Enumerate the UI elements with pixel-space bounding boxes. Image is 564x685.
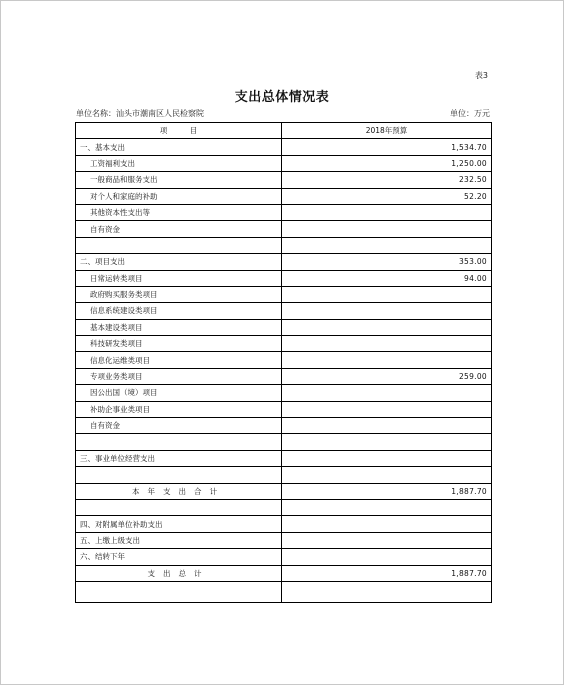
- row-label: 信息系统建设类项目: [76, 303, 282, 319]
- row-value: 1,887.70: [282, 565, 492, 581]
- row-label: 本年支出合计: [76, 483, 282, 499]
- table-row: [76, 499, 492, 515]
- row-value: [282, 532, 492, 548]
- unit-name-label: 单位名称：汕头市潮南区人民检察院: [76, 109, 204, 118]
- row-value: 52.20: [282, 188, 492, 204]
- row-value: [282, 549, 492, 565]
- table-row: [76, 368, 492, 384]
- row-label: 四、对附属单位补助支出: [76, 516, 282, 532]
- table-row: [76, 188, 492, 204]
- table-row: [76, 270, 492, 286]
- row-label: 基本建设类项目: [76, 319, 282, 335]
- row-value: [282, 204, 492, 220]
- row-value: [282, 286, 492, 302]
- table-row: [76, 565, 492, 581]
- row-label: 一般商品和服务支出: [76, 172, 282, 188]
- row-label: 工资福利支出: [76, 155, 282, 171]
- row-label: 支出总计: [76, 565, 282, 581]
- table-row: [76, 172, 492, 188]
- table-row: [76, 303, 492, 319]
- row-value: [282, 237, 492, 253]
- table-row: [76, 336, 492, 352]
- table-row: [76, 483, 492, 499]
- row-value: 94.00: [282, 270, 492, 286]
- row-label: 对个人和家庭的补助: [76, 188, 282, 204]
- table-row: [76, 385, 492, 401]
- sheet-number: 表3: [474, 71, 488, 80]
- table-row: [76, 352, 492, 368]
- row-label: 一、基本支出: [76, 139, 282, 155]
- row-value: [282, 581, 492, 602]
- page-title: 支出总体情况表: [234, 90, 330, 105]
- table-row: [76, 139, 492, 155]
- row-label: [76, 467, 282, 483]
- table-row: [76, 155, 492, 171]
- row-value: [282, 336, 492, 352]
- row-label: 因公出国（境）项目: [76, 385, 282, 401]
- currency-unit-label: 单位：万元: [450, 109, 490, 118]
- table-row: [76, 532, 492, 548]
- table-row: [76, 237, 492, 253]
- row-value: 1,534.70: [282, 139, 492, 155]
- table-row: [76, 434, 492, 450]
- row-label: 专项业务类项目: [76, 368, 282, 384]
- expenditure-table: [75, 122, 492, 603]
- row-label: 三、事业单位经营支出: [76, 450, 282, 466]
- table-row: [76, 401, 492, 417]
- row-value: [282, 352, 492, 368]
- row-value: 232.50: [282, 172, 492, 188]
- table-row: [76, 467, 492, 483]
- row-label: 政府购买服务类项目: [76, 286, 282, 302]
- row-label: 科技研发类项目: [76, 336, 282, 352]
- row-label: 信息化运维类项目: [76, 352, 282, 368]
- row-label: 五、上缴上级支出: [76, 532, 282, 548]
- row-value: [282, 450, 492, 466]
- row-label: 二、项目支出: [76, 254, 282, 270]
- row-value: [282, 418, 492, 434]
- row-value: 259.00: [282, 368, 492, 384]
- table-row: [76, 450, 492, 466]
- row-label: 日常运转类项目: [76, 270, 282, 286]
- row-label: [76, 237, 282, 253]
- table-row: [76, 581, 492, 602]
- header-item: 项 目: [76, 123, 282, 139]
- row-value: [282, 499, 492, 515]
- row-value: [282, 434, 492, 450]
- row-label: 其他资本性支出等: [76, 204, 282, 220]
- table-header-row: [76, 123, 492, 139]
- row-label: 补助企事业类项目: [76, 401, 282, 417]
- header-budget: 2018年预算: [282, 123, 492, 139]
- row-value: [282, 319, 492, 335]
- row-label: 自有资金: [76, 221, 282, 237]
- table-row: [76, 254, 492, 270]
- row-value: [282, 221, 492, 237]
- row-value: 353.00: [282, 254, 492, 270]
- table-row: [76, 418, 492, 434]
- row-label: 自有资金: [76, 418, 282, 434]
- row-value: [282, 303, 492, 319]
- table-row: [76, 286, 492, 302]
- row-label: 六、结转下年: [76, 549, 282, 565]
- row-value: [282, 516, 492, 532]
- row-value: [282, 467, 492, 483]
- row-value: [282, 401, 492, 417]
- row-label: [76, 499, 282, 515]
- table-row: [76, 516, 492, 532]
- table-row: [76, 221, 492, 237]
- table-row: [76, 549, 492, 565]
- row-value: [282, 385, 492, 401]
- table-row: [76, 204, 492, 220]
- table-row: [76, 319, 492, 335]
- row-label: [76, 581, 282, 602]
- row-value: 1,250.00: [282, 155, 492, 171]
- row-label: [76, 434, 282, 450]
- row-value: 1,887.70: [282, 483, 492, 499]
